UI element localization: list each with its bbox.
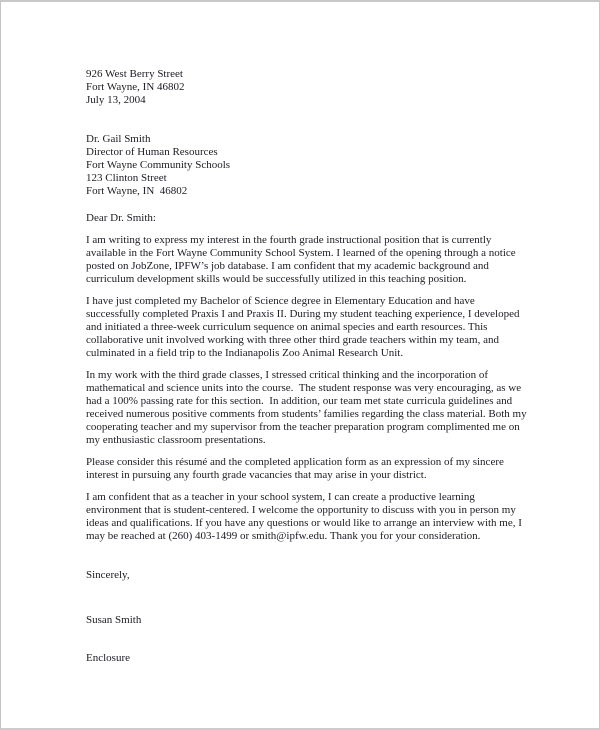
letter-date: July 13, 2004	[86, 94, 146, 106]
paragraph-intro: I am writing to express my interest in the fourth grade instructional position that is currently available in the Fort Wayne Community School System. I learned of the opening through a notice posted on JobZone, IPFW’s job database. I am confident that my academic background and curriculum development skills would be successfully utilized in this teaching position.	[86, 234, 519, 285]
recipient-organization: Fort Wayne Community Schools	[86, 159, 231, 171]
sender-address-block	[86, 68, 528, 107]
salutation: Dear Dr. Smith:	[86, 212, 156, 224]
letter-body	[86, 68, 528, 665]
paragraph-closing-contact: I am confident that as a teacher in your school system, I can create a productive learning environment that is student-centered. I welcome the opportunity to discuss with you in person my ideas and qualifications. If you have any questions or would like to arrange an interview with me, I may be reached at (260) 403-1499 or smith@ipfw.edu. Thank you for your consideration.	[86, 491, 525, 542]
paragraph-application-request: Please consider this résumé and the completed application form as an expression of my sincere interest in pursuing any fourth grade vacancies that may arise in your district.	[86, 456, 507, 481]
closing-salutation: Sincerely,	[86, 569, 130, 581]
paragraph-education: I have just completed my Bachelor of Science degree in Elementary Education and have successfully completed Praxis I and Praxis II. During my student teaching experience, I developed and initiated a three-week curriculum sequence on animal species and earth resources. This collaborative unit involved working with three other third grade teachers within my team, and culminated in a field trip to the Indianapolis Zoo Animal Research Unit.	[86, 295, 523, 359]
recipient-name: Dr. Gail Smith	[86, 133, 151, 145]
paragraph-teaching-experience: In my work with the third grade classes, I stressed critical thinking and the incorporation of mathematical and science units into the course. The student response was very encouraging, as we had a 100% passing rate for this section. In addition, our team met state curricula guidelines and received numerous positive comments from students’ families regarding the class material. Both my cooperating teacher and my supervisor from the teacher preparation program complimented me on my enthusiastic classroom presentations.	[86, 369, 530, 446]
recipient-title: Director of Human Resources	[86, 146, 218, 158]
signature-name: Susan Smith	[86, 614, 142, 626]
recipient-address-block	[86, 133, 528, 198]
recipient-street: 123 Clinton Street	[86, 172, 167, 184]
recipient-city-state-zip: Fort Wayne, IN 46802	[86, 185, 188, 197]
sender-city-state-zip: Fort Wayne, IN 46802	[86, 81, 185, 93]
sender-street: 926 West Berry Street	[86, 68, 183, 80]
enclosure-note: Enclosure	[86, 652, 130, 664]
